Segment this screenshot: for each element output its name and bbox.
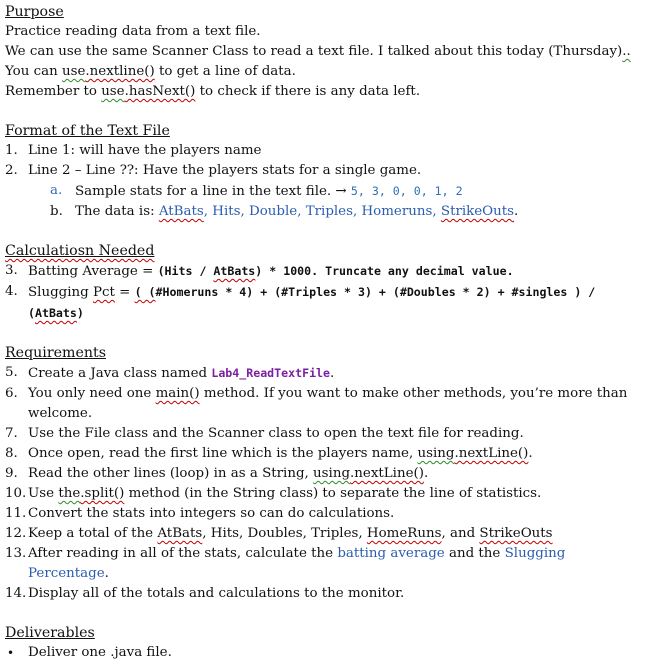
req-item-13-text: After reading in all of the stats, calculate the [28, 546, 338, 561]
req-item-7 [5, 424, 645, 444]
nextline-method-term: .nextLine() [454, 446, 529, 461]
calc-item-3-formula: (Hits / [157, 264, 214, 278]
split-method-term: .split() [80, 486, 125, 501]
deliverables-item [5, 643, 645, 663]
format-heading: Format of the Text File [5, 123, 170, 139]
format-sub-b [5, 202, 645, 222]
atbats-term: AtBats [34, 306, 77, 320]
nextline-method-term: .nextLine() [350, 466, 424, 481]
format-item-2 [5, 161, 645, 181]
req-item-12-and: , and [441, 526, 480, 541]
req-item-10-text: Use [28, 486, 59, 501]
req-item-9-end: . [423, 466, 429, 481]
req-item-8-end: . [528, 446, 533, 461]
format-sub-b-end: . [514, 204, 519, 219]
purpose-line-3-use: use [61, 64, 86, 79]
batting-average-term: batting average [337, 546, 445, 561]
req-item-9 [5, 464, 645, 484]
sub-letter: b. [50, 204, 63, 219]
calc-item-3 [5, 261, 645, 282]
format-sub-b-terms: , Hits, Double, Triples, Homeruns, [203, 204, 441, 219]
spacer [5, 324, 645, 344]
purpose-line-2 [5, 42, 645, 62]
req-item-5-end: . [330, 366, 335, 381]
class-name-code: Lab4_ReadTextFile [211, 366, 331, 380]
slugging-percentage-term: Slugging Percentage [28, 546, 566, 581]
item-number: 3. [5, 263, 18, 278]
calc-item-3-label: Batting Average = [28, 264, 158, 279]
using-term: using [417, 446, 455, 461]
bullet-icon: • [7, 646, 15, 660]
main-method-term: main() [155, 386, 200, 401]
spacer [5, 222, 645, 242]
atbats-term: AtBats [158, 204, 204, 219]
req-item-13-end: . [104, 566, 109, 581]
item-number: 5. [5, 365, 18, 380]
req-item-12-middle: , Hits, Doubles, Triples, [202, 526, 367, 541]
purpose-heading: Purpose [5, 4, 64, 20]
calculations-heading [5, 242, 645, 261]
sub-letter: a. [50, 183, 63, 198]
spacer [5, 604, 645, 624]
format-item-2-text: Line 2 – Line ??: Have the players stats for a single game. [28, 163, 422, 178]
req-item-8 [5, 444, 645, 464]
req-item-14 [5, 584, 645, 604]
req-item-9-text: Read the other lines (loop) in as a String, [28, 466, 314, 481]
purpose-line-3-method: .nextline() [85, 64, 155, 79]
req-item-6 [5, 384, 645, 424]
atbats-term: AtBats [213, 264, 256, 278]
req-item-6-text: You only need one [28, 386, 156, 401]
using-term: using [313, 466, 351, 481]
item-number: 8. [5, 446, 18, 461]
item-number: 11. [5, 506, 27, 521]
req-item-6-end: method. If you want to make other methods, you’re more than welcome. [28, 386, 628, 421]
calc-item-4-formula: #Homeruns * 4) + (#Triples * 3) + (#Doubles * 2) + #singles ) / [155, 285, 596, 299]
purpose-line-4 [5, 82, 645, 102]
purpose-line-2-text: We can use the same Scanner Class to read a text file. I talked about this today (Thursday) [5, 44, 623, 59]
strikeouts-term: StrikeOuts [440, 204, 515, 219]
item-number: 4. [5, 284, 18, 299]
item-number: 13. [5, 546, 27, 561]
calculations-heading-text: Calculatiosn Needed [5, 243, 155, 259]
req-item-5-text: Create a Java class named [28, 366, 212, 381]
item-number: 9. [5, 466, 18, 481]
format-sub-a-text: Sample stats for a line in the text file. → [75, 184, 351, 199]
document-page [5, 3, 645, 663]
pct-term: Pct [92, 285, 115, 300]
deliverables-item-text: Deliver one .java file. [28, 645, 172, 660]
deliverables-heading: Deliverables [5, 625, 95, 641]
atbats-term: AtBats [157, 526, 203, 541]
req-item-14-text: Display all of the totals and calculations to the monitor. [28, 586, 405, 601]
purpose-line-3-text: You can [5, 64, 62, 79]
req-item-11-text: Convert the stats into integers so can do calculations. [28, 506, 395, 521]
homeruns-term: HomeRuns [366, 526, 442, 541]
req-item-10 [5, 484, 645, 504]
item-number: 7. [5, 426, 18, 441]
format-item-1 [5, 141, 645, 161]
item-number: 2. [5, 163, 18, 178]
item-number: 6. [5, 386, 18, 401]
item-number: 14. [5, 586, 27, 601]
req-item-5 [5, 363, 645, 384]
req-item-11 [5, 504, 645, 524]
purpose-line-4-text: Remember to [5, 84, 102, 99]
requirements-heading: Requirements [5, 345, 106, 361]
calc-item-4-equals: = [114, 285, 135, 300]
purpose-line-3-end: to get a line of data. [154, 64, 296, 79]
item-number: 1. [5, 143, 18, 158]
format-sub-a [5, 181, 645, 202]
item-number: 12. [5, 526, 27, 541]
purpose-line-4-method: .hasNext() [124, 84, 196, 99]
format-item-1-text: Line 1: will have the players name [28, 143, 262, 158]
calc-item-4-close: ) [76, 306, 84, 320]
purpose-line-2-dots: .. [622, 44, 631, 59]
req-item-13-middle: and the [444, 546, 505, 561]
calc-item-3-formula-end: ) * 1000. Truncate any decimal value. [255, 264, 514, 278]
req-item-13 [5, 544, 645, 584]
calc-item-4-open: ( [28, 306, 35, 320]
req-item-10-end: method (in the String class) to separate the line of statistics. [124, 486, 542, 501]
item-number: 10. [5, 486, 27, 501]
calc-item-4-paren: ( ( [134, 285, 156, 299]
req-item-7-text: Use the File class and the Scanner class to open the text file for reading. [28, 426, 524, 441]
req-item-12 [5, 524, 645, 544]
calc-item-4 [5, 282, 645, 324]
strikeouts-term: StrikeOuts [479, 526, 553, 541]
spacer [5, 102, 645, 122]
purpose-line-1: Practice reading data from a text file. [5, 24, 261, 39]
purpose-line-4-end: to check if there is any data left. [195, 84, 421, 99]
format-sub-b-text: The data is: [75, 204, 159, 219]
purpose-line-4-use: use [101, 84, 125, 99]
sample-stats-values: 5, 3, 0, 0, 1, 2 [350, 184, 463, 198]
req-item-12-text: Keep a total of the [28, 526, 158, 541]
the-term: the [58, 486, 81, 501]
calc-item-4-label: Slugging [28, 285, 93, 300]
purpose-line-3 [5, 62, 645, 82]
req-item-8-text: Once open, read the first line which is the players name, [28, 446, 418, 461]
